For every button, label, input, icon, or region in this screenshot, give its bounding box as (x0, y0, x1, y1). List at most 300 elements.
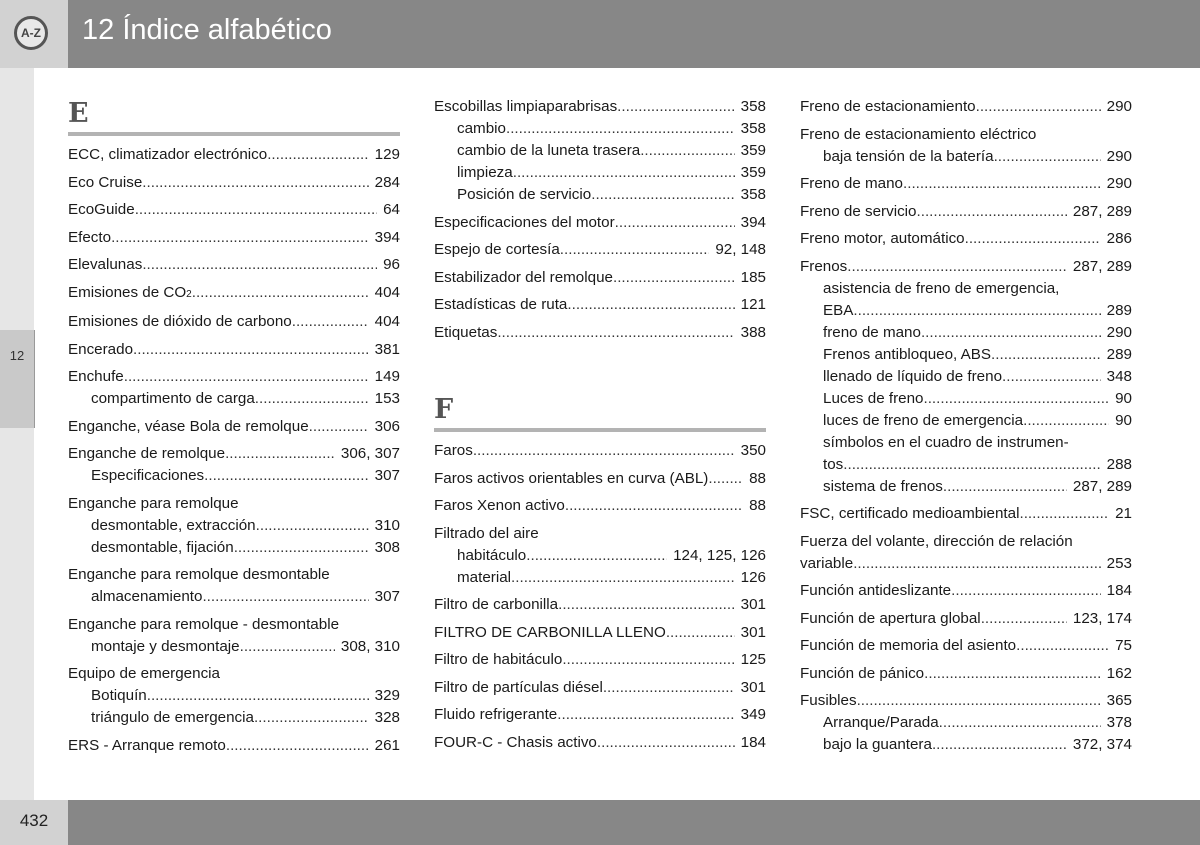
index-subentry[interactable] (800, 146, 1132, 168)
entry-text: Freno de mano (800, 175, 903, 192)
index-entry (434, 239, 766, 261)
entry-text: habitáculo (457, 546, 527, 564)
index-term[interactable] (800, 531, 1132, 553)
page-ref[interactable]: 301 (740, 678, 766, 696)
index-term[interactable] (68, 614, 400, 636)
index-subentry[interactable] (434, 545, 766, 567)
entry-text: Arranque/Parada (823, 714, 939, 731)
leader-dots (843, 454, 1100, 476)
entry-text: Faros activos orientables en curva (ABL) (434, 469, 709, 487)
entry-text: desmontable, fijación (91, 538, 234, 556)
leader-dots (1023, 410, 1109, 432)
leader-dots (506, 118, 735, 140)
page-ref[interactable]: 21 (1115, 505, 1132, 522)
leader-dots (847, 256, 1067, 278)
page-ref[interactable]: 290 (1106, 98, 1132, 115)
page-ref[interactable]: 372, 374 (1072, 736, 1132, 753)
index-subentry[interactable] (800, 476, 1132, 498)
entry-text: Fuerza del volante, dirección de relación (800, 532, 1073, 550)
index-entry (68, 144, 400, 166)
page-ref[interactable]: 329 (374, 687, 400, 704)
entry-text: Elevalunas (68, 256, 143, 273)
az-index-icon: A-Z (14, 16, 48, 50)
index-term[interactable] (800, 201, 1132, 223)
page-ref[interactable]: 92, 148 (715, 241, 766, 258)
leader-dots (1016, 635, 1109, 657)
leader-dots (981, 608, 1067, 630)
page-number: 432 (19, 811, 49, 830)
leader-dots (562, 649, 734, 671)
index-column-1 (68, 96, 400, 762)
leader-dots (142, 172, 368, 194)
page-ref[interactable]: 359 (740, 142, 766, 159)
index-term[interactable] (434, 677, 766, 699)
index-subentry[interactable] (800, 300, 1132, 322)
index-entry (68, 282, 400, 306)
leader-dots (924, 663, 1101, 685)
page-ref[interactable]: 289 (1106, 345, 1132, 363)
page-ref[interactable]: 301 (740, 596, 766, 613)
index-term[interactable] (434, 732, 766, 754)
page-ref[interactable]: 404 (374, 313, 400, 330)
leader-dots (497, 322, 734, 344)
index-term[interactable] (434, 267, 766, 289)
index-term[interactable] (68, 227, 400, 249)
page-ref[interactable]: 88 (749, 497, 766, 514)
leader-dots (557, 704, 734, 726)
section-rule (434, 428, 766, 432)
index-entry (68, 339, 400, 361)
index-term[interactable] (68, 144, 400, 166)
index-subentry[interactable] (800, 278, 1132, 300)
page-ref[interactable]: 290 (1106, 323, 1132, 341)
entry-text: Enganche de remolque (68, 445, 226, 462)
index-term[interactable] (800, 553, 1132, 575)
index-term[interactable] (434, 622, 766, 644)
index-subentry[interactable] (800, 712, 1132, 734)
index-term[interactable] (68, 282, 400, 306)
index-term[interactable] (434, 212, 766, 234)
leader-dots (267, 144, 368, 166)
page-ref[interactable]: 306, 307 (340, 445, 400, 462)
page-ref[interactable]: 90 (1115, 411, 1132, 429)
index-subentry[interactable] (68, 685, 400, 707)
leader-dots (142, 254, 377, 276)
leader-dots (558, 594, 735, 616)
index-term[interactable] (68, 339, 400, 361)
index-entry (68, 366, 400, 410)
leader-dots (617, 96, 734, 118)
index-entry (434, 440, 766, 462)
page-ref[interactable]: 358 (740, 186, 766, 203)
page-ref[interactable]: 381 (374, 340, 400, 358)
leader-dots (234, 537, 369, 559)
index-term[interactable] (68, 199, 400, 221)
entry-text: Frenos (800, 257, 848, 275)
index-term[interactable] (434, 440, 766, 462)
page-ref[interactable]: 75 (1115, 637, 1132, 654)
index-term[interactable] (68, 443, 400, 465)
entry-text: Eco Cruise (68, 173, 143, 191)
leader-dots (511, 567, 735, 589)
index-subentry[interactable] (68, 388, 400, 410)
index-entry (434, 704, 766, 726)
index-term[interactable] (434, 594, 766, 616)
section-letter: F (434, 394, 454, 425)
entry-text: Freno motor, automático (800, 230, 965, 247)
leader-dots (1002, 366, 1101, 388)
leader-dots (226, 735, 369, 757)
index-term[interactable] (434, 704, 766, 726)
index-subentry[interactable] (800, 410, 1132, 432)
index-entry (800, 635, 1132, 657)
leader-dots (292, 311, 369, 333)
index-term[interactable] (434, 649, 766, 671)
entry-text: ECC, climatizador electrónico (68, 146, 268, 163)
index-entry (434, 322, 766, 344)
leader-dots (640, 140, 734, 162)
index-subentry[interactable] (68, 515, 400, 537)
index-subentry[interactable] (800, 454, 1132, 476)
index-subentry[interactable] (800, 734, 1132, 756)
leader-dots (147, 685, 369, 707)
index-subentry[interactable] (68, 586, 400, 608)
leader-dots (951, 580, 1101, 602)
page-ref[interactable]: 261 (374, 736, 400, 754)
index-entry (434, 468, 766, 490)
index-term[interactable] (68, 254, 400, 276)
index-subentry[interactable] (434, 184, 766, 206)
page-title: 12 Índice alfabético (82, 14, 332, 46)
index-entry (800, 663, 1132, 685)
index-term[interactable] (68, 564, 400, 586)
page-ref[interactable]: 359 (740, 164, 766, 181)
page-ref[interactable]: 96 (383, 256, 400, 273)
index-term[interactable] (434, 468, 766, 490)
page-ref[interactable]: 307 (374, 588, 400, 605)
index-term[interactable] (68, 366, 400, 388)
chapter-tab-label: 12 (9, 348, 25, 363)
leader-dots (994, 146, 1101, 168)
index-term[interactable] (434, 322, 766, 344)
leader-dots (567, 294, 734, 316)
page-ref[interactable]: 328 (374, 709, 400, 726)
entry-text: Emisiones de dióxido de carbono (68, 313, 292, 330)
leader-dots (473, 440, 735, 462)
index-term[interactable] (800, 503, 1132, 525)
leader-dots (853, 300, 1100, 322)
page-ref[interactable]: 290 (1106, 175, 1132, 192)
page-ref[interactable]: 358 (740, 98, 766, 115)
page-ref[interactable]: 126 (740, 568, 766, 586)
entry-text: Enganche para remolque (68, 494, 239, 512)
index-entry (68, 735, 400, 757)
page-ref[interactable]: 308, 310 (340, 637, 400, 655)
entry-text: Filtro de carbonilla (434, 596, 559, 613)
index-term[interactable] (800, 228, 1132, 250)
entry-text: triángulo de emergencia (91, 709, 254, 726)
entry-text: compartimento de carga (91, 390, 255, 407)
page-ref[interactable]: 286 (1106, 230, 1132, 247)
index-term[interactable] (68, 735, 400, 757)
page-ref[interactable]: 162 (1106, 664, 1132, 682)
leader-dots (560, 239, 710, 261)
page-ref[interactable]: 287, 289 (1072, 257, 1132, 275)
index-entry (800, 256, 1132, 498)
page-ref[interactable]: 64 (383, 201, 400, 218)
entry-text: FSC, certificado medioambiental (800, 505, 1020, 522)
entry-text: bajo la guantera (823, 736, 932, 753)
index-subentry[interactable] (68, 707, 400, 729)
footer-bar (0, 800, 1200, 845)
entry-text: ERS - Arranque remoto (68, 736, 226, 754)
leader-dots (976, 96, 1101, 118)
index-entry (68, 227, 400, 249)
index-entry (68, 254, 400, 276)
page-ref[interactable]: 350 (740, 442, 766, 459)
leader-dots (603, 677, 735, 699)
page-ref[interactable]: 121 (740, 296, 766, 313)
entry-text: Emisiones de CO (68, 283, 187, 301)
page-ref[interactable]: 394 (740, 213, 766, 231)
leader-dots (256, 515, 369, 537)
entry-text: Fusibles (800, 692, 857, 709)
page-ref[interactable]: 289 (1106, 301, 1132, 319)
page-ref[interactable]: 149 (374, 368, 400, 385)
entry-text: Faros Xenon activo (434, 497, 565, 514)
entry-text: FILTRO DE CARBONILLA LLENO (434, 623, 666, 641)
index-entry (434, 732, 766, 754)
entry-text: baja tensión de la batería (823, 147, 994, 165)
page-ref[interactable]: 348 (1106, 367, 1132, 385)
entry-text: Botiquín (91, 687, 147, 704)
page-ref[interactable]: 388 (740, 323, 766, 341)
leader-dots (591, 184, 734, 206)
entry-text: sistema de frenos (823, 477, 943, 495)
leader-dots (1019, 503, 1109, 525)
entry-text: almacenamiento (91, 588, 203, 605)
index-entry (68, 663, 400, 729)
index-subentry[interactable] (68, 537, 400, 559)
leader-dots (225, 443, 335, 465)
index-entry (800, 531, 1132, 575)
page-ref[interactable]: 301 (740, 623, 766, 641)
entry-text: Estabilizador del remolque (434, 268, 613, 286)
index-term[interactable] (800, 256, 1132, 278)
entry-text: luces de freno de emergencia (823, 411, 1024, 429)
index-entry (800, 503, 1132, 525)
leader-dots (254, 707, 369, 729)
entry-text: cambio de la luneta trasera (457, 142, 641, 159)
page-ref[interactable]: 124, 125, 126 (673, 546, 766, 564)
entry-text: desmontable, extracción (91, 516, 256, 534)
index-subentry[interactable] (800, 388, 1132, 410)
entry-text: Función antideslizante (800, 582, 952, 599)
index-term[interactable] (434, 495, 766, 517)
leader-dots (921, 322, 1101, 344)
index-entry (800, 580, 1132, 602)
entry-text: Escobillas limpiaparabrisas (434, 98, 618, 115)
leader-dots (309, 416, 369, 438)
entry-text: EBA (823, 301, 854, 319)
entry-text: Filtrado del aire (434, 524, 539, 542)
leader-dots (192, 282, 369, 304)
index-subentry[interactable] (800, 366, 1132, 388)
leader-dots (939, 712, 1101, 734)
page-ref[interactable]: 287, 289 (1072, 202, 1132, 220)
page-ref[interactable]: 310 (374, 516, 400, 534)
entry-text: Freno de servicio (800, 202, 917, 220)
entry-text: Enchufe (68, 368, 124, 385)
page-ref[interactable]: 308 (374, 538, 400, 556)
entry-text: símbolos en el cuadro de instrumen- (823, 433, 1069, 451)
index-subentry[interactable] (800, 432, 1132, 454)
page-ref[interactable]: 123, 174 (1072, 609, 1132, 627)
index-subentry[interactable] (800, 322, 1132, 344)
entry-text: Encerado (68, 340, 134, 358)
page-ref[interactable]: 185 (740, 268, 766, 286)
index-subentry[interactable] (434, 162, 766, 184)
leader-dots (965, 228, 1101, 250)
page-ref[interactable]: 153 (374, 390, 400, 407)
page-ref[interactable]: 125 (740, 651, 766, 668)
entry-text: Función de pánico (800, 664, 925, 682)
page-ref[interactable]: 307 (374, 467, 400, 484)
index-term[interactable] (800, 173, 1132, 195)
index-term[interactable] (68, 663, 400, 685)
leader-dots (565, 495, 743, 517)
entry-text: Función de memoria del asiento (800, 637, 1017, 654)
index-subentry[interactable] (434, 140, 766, 162)
index-entry (800, 690, 1132, 756)
index-entry (800, 608, 1132, 630)
entry-text: Faros (434, 442, 473, 459)
page-ref[interactable]: 284 (374, 173, 400, 191)
index-term[interactable] (68, 172, 400, 194)
page-ref[interactable]: 184 (740, 733, 766, 751)
leader-dots (853, 553, 1100, 575)
entry-text: Luces de freno (823, 389, 924, 407)
index-entry (434, 96, 766, 206)
leader-dots (666, 622, 735, 644)
entry-text: Espejo de cortesía (434, 241, 560, 258)
page-ref[interactable]: 290 (1106, 147, 1132, 165)
entry-text: asistencia de freno de emergencia, (823, 279, 1060, 297)
chapter-tab[interactable] (0, 330, 35, 428)
index-term[interactable] (68, 311, 400, 333)
index-entry (434, 622, 766, 644)
entry-text: limpieza (457, 164, 513, 181)
page-ref[interactable]: 306 (374, 417, 400, 435)
leader-dots (932, 734, 1067, 756)
index-subentry[interactable] (800, 344, 1132, 366)
page-ref[interactable]: 378 (1106, 714, 1132, 731)
leader-dots (613, 267, 735, 289)
entry-text: Enganche, véase Bola de remolque (68, 417, 309, 435)
page-ref[interactable]: 394 (374, 228, 400, 246)
entry-text: freno de mano (823, 323, 921, 341)
index-term[interactable] (434, 294, 766, 316)
page-ref[interactable]: 184 (1106, 582, 1132, 599)
page-ref[interactable]: 287, 289 (1072, 477, 1132, 495)
entry-text: montaje y desmontaje (91, 637, 240, 655)
index-term[interactable] (800, 663, 1132, 685)
page-ref[interactable]: 404 (374, 283, 400, 301)
leader-dots (111, 227, 369, 249)
page-ref[interactable]: 253 (1106, 554, 1132, 572)
leader-dots (202, 586, 368, 608)
section-gap (434, 349, 766, 392)
page-ref[interactable]: 288 (1106, 455, 1132, 473)
index-subentry[interactable] (434, 567, 766, 589)
index-term[interactable] (800, 608, 1132, 630)
entry-text: Efecto (68, 228, 112, 246)
index-term[interactable] (800, 690, 1132, 712)
index-term[interactable] (68, 493, 400, 515)
index-subentry[interactable] (68, 465, 400, 487)
leader-dots (513, 162, 735, 184)
entry-text: material (457, 568, 512, 586)
index-term[interactable] (434, 96, 766, 118)
index-term[interactable] (800, 580, 1132, 602)
leader-dots (857, 690, 1101, 712)
leader-dots (943, 476, 1067, 498)
leader-dots (124, 366, 369, 388)
leader-dots (708, 468, 743, 490)
page-ref[interactable]: 88 (749, 469, 766, 487)
entry-text: cambio (457, 120, 506, 137)
index-term[interactable] (68, 416, 400, 438)
index-entry (68, 199, 400, 221)
index-term[interactable] (800, 635, 1132, 657)
entry-text: Enganche para remolque - desmontable (68, 615, 340, 633)
index-entry (434, 649, 766, 671)
entry-text: Función de apertura global (800, 609, 981, 627)
section-rule (68, 132, 400, 136)
index-subentry[interactable] (68, 636, 400, 658)
entry-text: Freno de estacionamiento eléctrico (800, 125, 1037, 143)
section-letter: E (68, 98, 89, 129)
entry-text: Enganche para remolque desmontable (68, 566, 330, 583)
header-icon-box (0, 0, 68, 68)
entry-text: variable (800, 554, 854, 572)
page-ref[interactable]: 90 (1115, 389, 1132, 407)
index-entry (68, 614, 400, 658)
index-entry (434, 594, 766, 616)
page-ref[interactable]: 365 (1106, 692, 1132, 709)
entry-text: Especificaciones del motor (434, 213, 615, 231)
entry-text: Fluido refrigerante (434, 706, 558, 723)
index-entry (68, 172, 400, 194)
leader-dots (903, 173, 1101, 195)
page-ref[interactable]: 129 (374, 146, 400, 163)
index-term[interactable] (434, 239, 766, 261)
index-term[interactable] (800, 124, 1132, 146)
index-term[interactable] (800, 96, 1132, 118)
page-ref[interactable]: 358 (740, 120, 766, 137)
leader-dots (135, 199, 377, 221)
index-entry (68, 493, 400, 559)
entry-text: Filtro de habitáculo (434, 651, 563, 668)
leader-dots (240, 636, 335, 658)
index-column-3 (800, 96, 1132, 762)
index-term[interactable] (434, 523, 766, 545)
entry-text: llenado de líquido de freno (823, 367, 1003, 385)
index-entry (800, 173, 1132, 195)
index-subentry[interactable] (434, 118, 766, 140)
leader-dots (204, 465, 369, 487)
page-ref[interactable]: 349 (740, 706, 766, 723)
